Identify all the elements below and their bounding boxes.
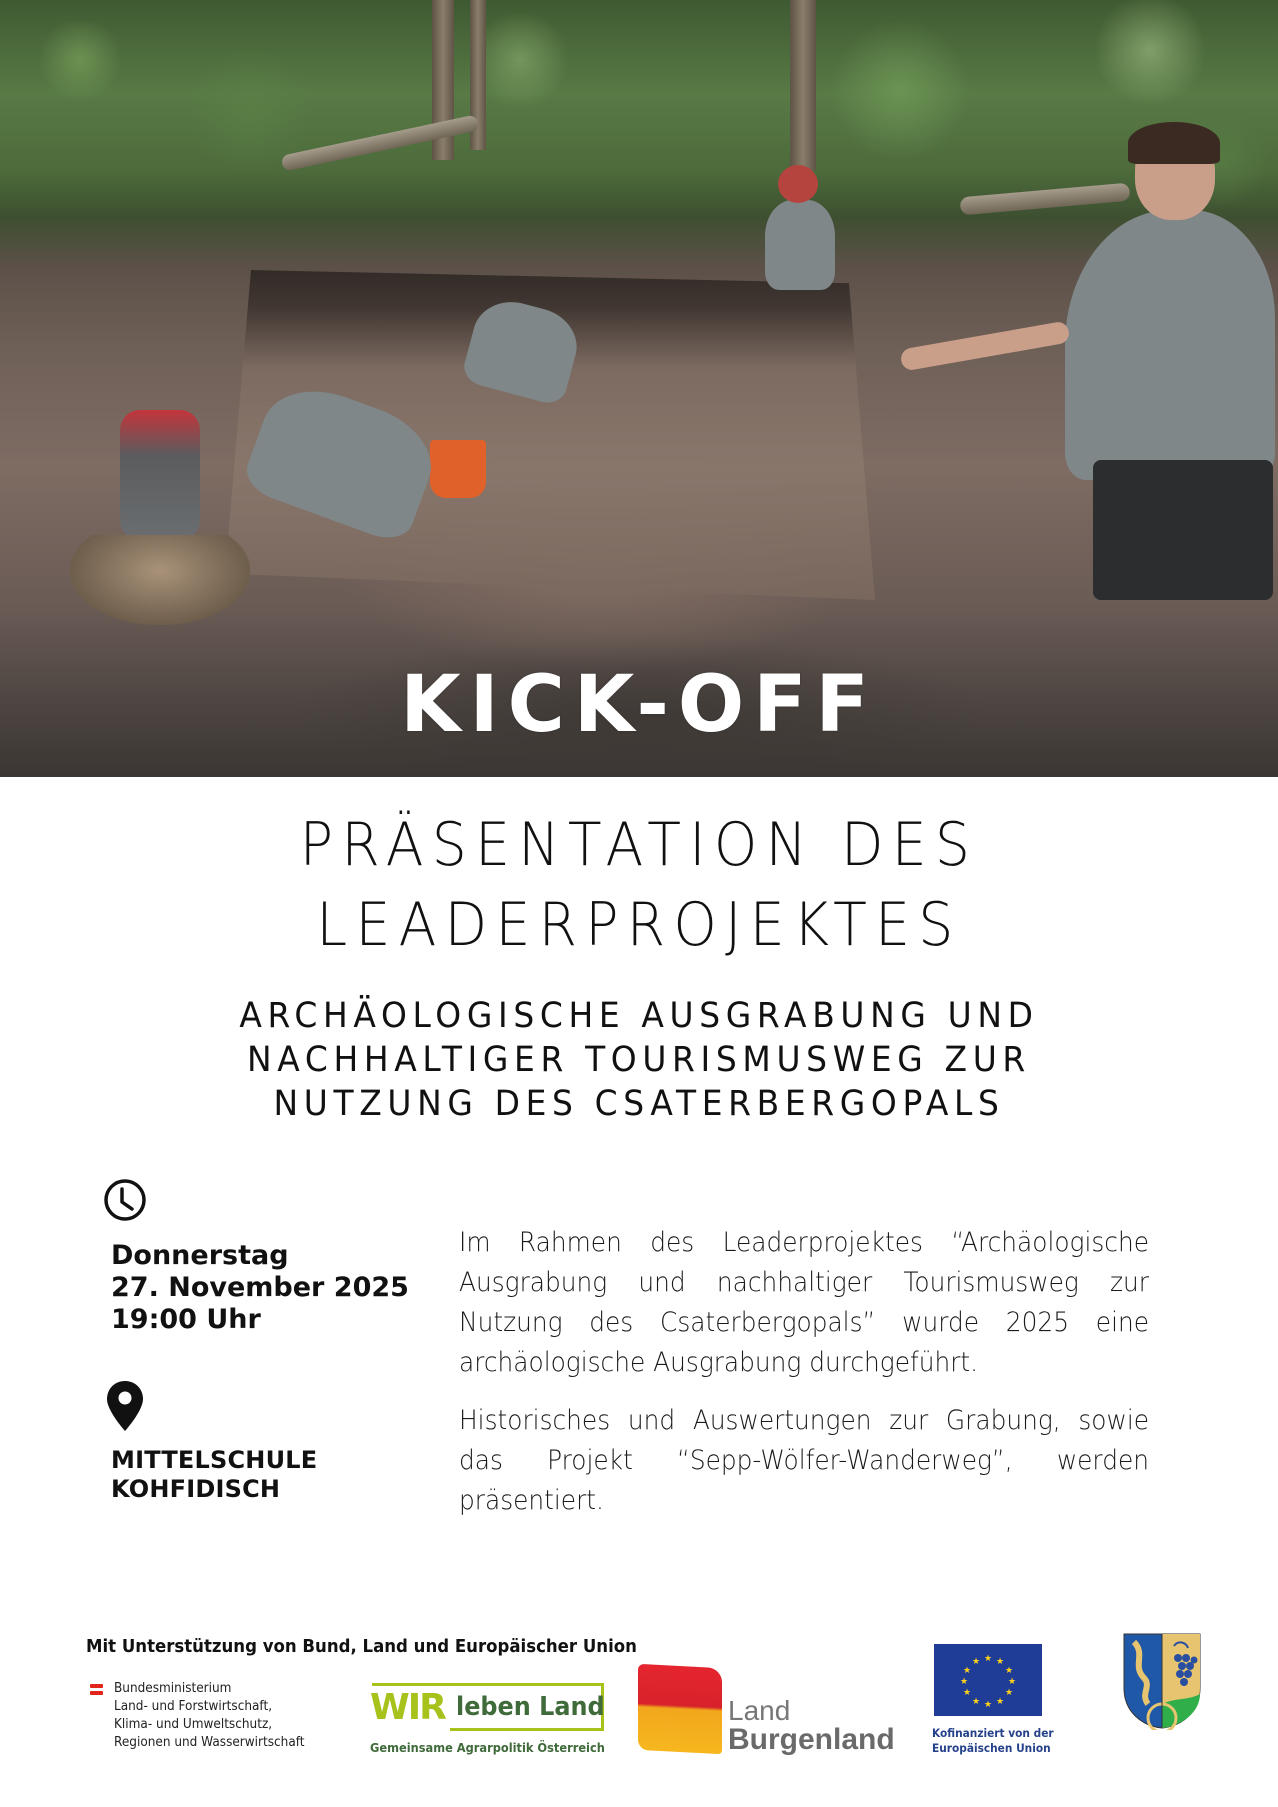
eu-star-icon: ★ — [963, 1665, 972, 1675]
excavator-person — [765, 200, 835, 290]
wir-word: WIR — [370, 1687, 445, 1728]
event-date: 27. November 2025 — [111, 1272, 409, 1303]
main-title-line-1: PRÄSENTATION DES — [299, 810, 979, 880]
map-pin-icon — [106, 1380, 144, 1432]
austria-flag-icon — [90, 1684, 103, 1698]
description-paragraph-1 — [459, 1223, 1149, 1383]
subtitle-line-2: NACHHALTIGER TOURISMUSWEG ZUR — [247, 1040, 1031, 1080]
vacuum-cleaner — [120, 410, 200, 540]
eu-star-icon: ★ — [960, 1676, 969, 1686]
orange-bucket — [430, 440, 486, 498]
eu-star-icon: ★ — [996, 1696, 1005, 1706]
event-datetime — [111, 1240, 409, 1336]
tree-trunk — [790, 0, 816, 170]
eu-caption — [932, 1726, 1054, 1756]
wir-leben-land-logo — [370, 1683, 606, 1755]
hero-photo — [0, 0, 1278, 777]
eu-star-icon: ★ — [1008, 1676, 1017, 1686]
excavator-person — [1065, 210, 1275, 480]
main-title-line-2: LEADERPROJEKTES — [316, 890, 962, 960]
description-text-2: Historisches und Auswertungen zur Grabung, sowie das Projekt “Sepp-Wölfer-Wanderweg”, werden präsentiert. — [459, 1405, 1149, 1516]
black-shorts — [1093, 460, 1273, 600]
eu-star-icon: ★ — [963, 1687, 972, 1697]
burgenland-land-word: Land — [728, 1695, 791, 1726]
logo-frame-bottom — [450, 1728, 604, 1731]
leben-land-word: leben Land — [456, 1692, 605, 1722]
eu-star-icon: ★ — [984, 1699, 993, 1709]
red-hair — [778, 165, 818, 203]
eu-caption-line-1: Kofinanziert von der — [932, 1726, 1054, 1740]
kickoff-heading: KICK-OFF — [400, 660, 878, 750]
ministry-line-4: Regionen und Wasserwirtschaft — [114, 1735, 305, 1750]
subtitle-line-1: ARCHÄOLOGISCHE AUSGRABUNG UND — [239, 996, 1039, 1036]
description-text-1: Im Rahmen des Leaderprojektes “Archäologische Ausgrabung und nachhaltiger Tourismusweg zur Nutzung des Csaterbergopals” wurde 2025 eine archäologische Ausgrabung durchgeführt. — [459, 1227, 1149, 1378]
burgenland-flag-icon — [638, 1664, 722, 1754]
eu-star-icon: ★ — [984, 1653, 993, 1663]
clock-icon — [103, 1178, 147, 1222]
ministry-name — [114, 1680, 305, 1752]
eu-star-icon: ★ — [972, 1656, 981, 1666]
subtitle-line-3: NUTZUNG DES CSATERBERGOPALS — [273, 1084, 1005, 1124]
ministry-line-1: Bundesministerium — [114, 1681, 232, 1696]
event-venue — [111, 1446, 317, 1504]
municipal-coat-of-arms-icon — [1122, 1632, 1202, 1730]
eu-caption-line-2: Europäischen Union — [932, 1741, 1051, 1755]
man-hair — [1128, 122, 1220, 164]
description-paragraph-2 — [459, 1401, 1149, 1521]
tree-stump — [70, 535, 250, 625]
ministry-line-2: Land- und Forstwirtschaft, — [114, 1699, 273, 1714]
pointing-arm — [899, 320, 1070, 371]
ministry-line-3: Klima- und Umweltschutz, — [114, 1717, 273, 1732]
support-heading: Mit Unterstützung von Bund, Land und Europäischer Union — [86, 1636, 637, 1657]
eu-star-icon: ★ — [996, 1656, 1005, 1666]
eu-star-icon: ★ — [1005, 1687, 1014, 1697]
eu-star-icon: ★ — [1005, 1665, 1014, 1675]
burgenland-word: Burgenland — [728, 1723, 895, 1756]
venue-line-2: KOHFIDISCH — [111, 1475, 281, 1503]
venue-line-1: MITTELSCHULE — [111, 1446, 318, 1474]
gap-tagline: Gemeinsame Agrarpolitik Österreich — [370, 1741, 605, 1755]
event-time: 19:00 Uhr — [111, 1304, 261, 1335]
eu-flag-icon — [934, 1644, 1042, 1716]
event-day: Donnerstag — [111, 1240, 289, 1271]
eu-star-icon: ★ — [972, 1696, 981, 1706]
land-burgenland-logo — [636, 1666, 896, 1766]
